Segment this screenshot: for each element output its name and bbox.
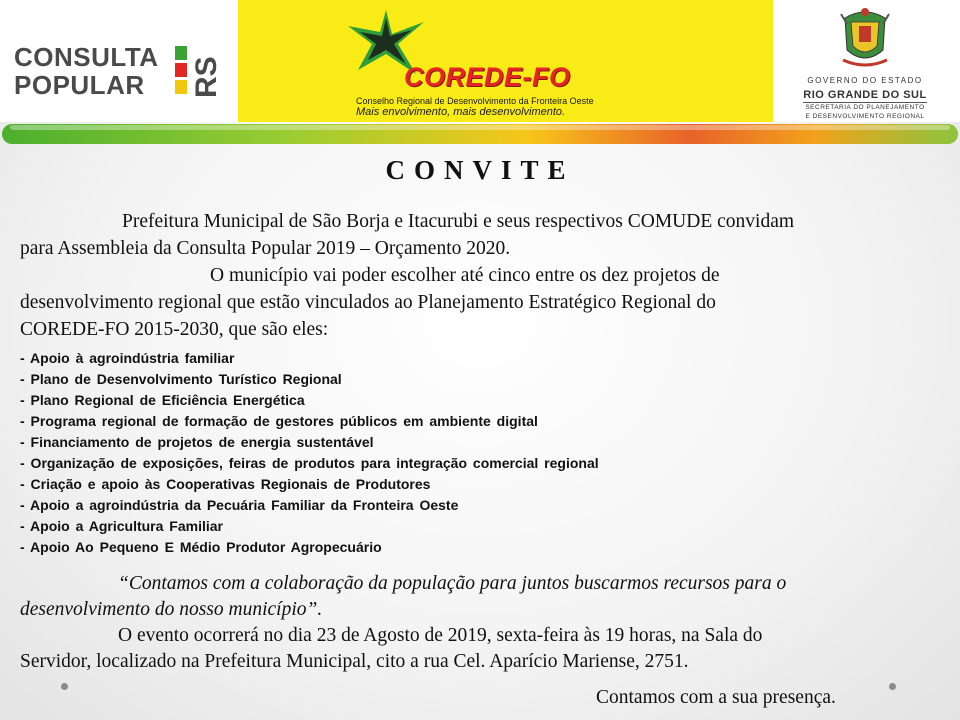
projects-intro-line-3: COREDE-FO 2015-2030, que são eles: [20, 319, 329, 340]
governo-rs-logo [790, 4, 940, 119]
corede-title: COREDE-FO [404, 62, 571, 92]
right-decorative-dot [889, 683, 896, 690]
closing-text: Contamos com a sua presença. [596, 687, 836, 708]
projects-intro-line-1: O município vai poder escolher até cinco entre os dez projetos de [210, 265, 720, 286]
header-color-stripe [0, 122, 960, 146]
consulta-popular-logo [14, 44, 234, 104]
header-banner [0, 0, 960, 122]
intro-line-1: Prefeitura Municipal de São Borja e Itacurubi e seus respectivos COMUDE convidam [122, 211, 795, 232]
corede-slogan: Mais envolvimento, mais desenvolvimento. [356, 106, 566, 118]
list-item: - Financiamento de projetos de energia sustentável [20, 434, 374, 450]
list-item: - Apoio Ao Pequeno E Médio Produtor Agropecuário [20, 539, 382, 555]
projects-list [20, 348, 920, 558]
consulta-logo-line1: CONSULTA [14, 42, 159, 72]
list-item: - Organização de exposições, feiras de produtos para integração comercial regional [20, 455, 599, 471]
quote-paragraph [20, 571, 930, 623]
corede-fo-logo [238, 0, 773, 122]
list-item: - Apoio à agroindústria familiar [20, 350, 235, 366]
list-item: - Criação e apoio às Cooperativas Regionais de Produtores [20, 476, 431, 492]
consulta-logo-line2: POPULAR [14, 70, 145, 100]
intro-line-2: para Assembleia da Consulta Popular 2019 – Orçamento 2020. [20, 238, 511, 259]
projects-intro-line-2: desenvolvimento regional que estão vinculados ao Planejamento Estratégico Regional do [20, 292, 716, 313]
gov-line-1: GOVERNO DO ESTADO [807, 76, 923, 85]
quote-line-1: “Contamos com a colaboração da população para juntos buscarmos recursos para o [118, 573, 787, 594]
event-line-1: O evento ocorrerá no dia 23 de Agosto de 2019, sexta-feira às 19 horas, na Sala do [118, 625, 763, 646]
event-details-paragraph [20, 623, 930, 675]
gov-line-4: E DESENVOLVIMENTO REGIONAL [805, 113, 925, 120]
list-item: - Plano Regional de Eficiência Energética [20, 392, 305, 408]
intro-paragraph [20, 208, 930, 262]
left-decorative-dot [61, 683, 68, 690]
list-item: - Plano de Desenvolvimento Turístico Regional [20, 371, 342, 387]
quote-line-2: desenvolvimento do nosso município”. [20, 599, 323, 620]
list-item: - Apoio a Agricultura Familiar [20, 518, 223, 534]
corede-subtitle: Conselho Regional de Desenvolvimento da Fronteira Oeste [356, 96, 594, 106]
consulta-logo-rs: RS [190, 56, 223, 98]
gov-line-2: RIO GRANDE DO SUL [803, 89, 927, 101]
list-item: - Apoio a agroindústria da Pecuária Familiar da Fronteira Oeste [20, 497, 459, 513]
event-line-2: Servidor, localizado na Prefeitura Municipal, cito a rua Cel. Aparício Mariense, 2751. [20, 651, 689, 672]
invitation-title: CONVITE [385, 155, 575, 185]
consulta-logo-color-bars [175, 46, 187, 94]
list-item: - Programa regional de formação de gestores públicos em ambiente digital [20, 413, 538, 429]
projects-intro-paragraph [20, 262, 930, 343]
state-coat-of-arms-icon [837, 4, 893, 70]
gov-line-3: SECRETARIA DO PLANEJAMENTO [805, 104, 925, 111]
